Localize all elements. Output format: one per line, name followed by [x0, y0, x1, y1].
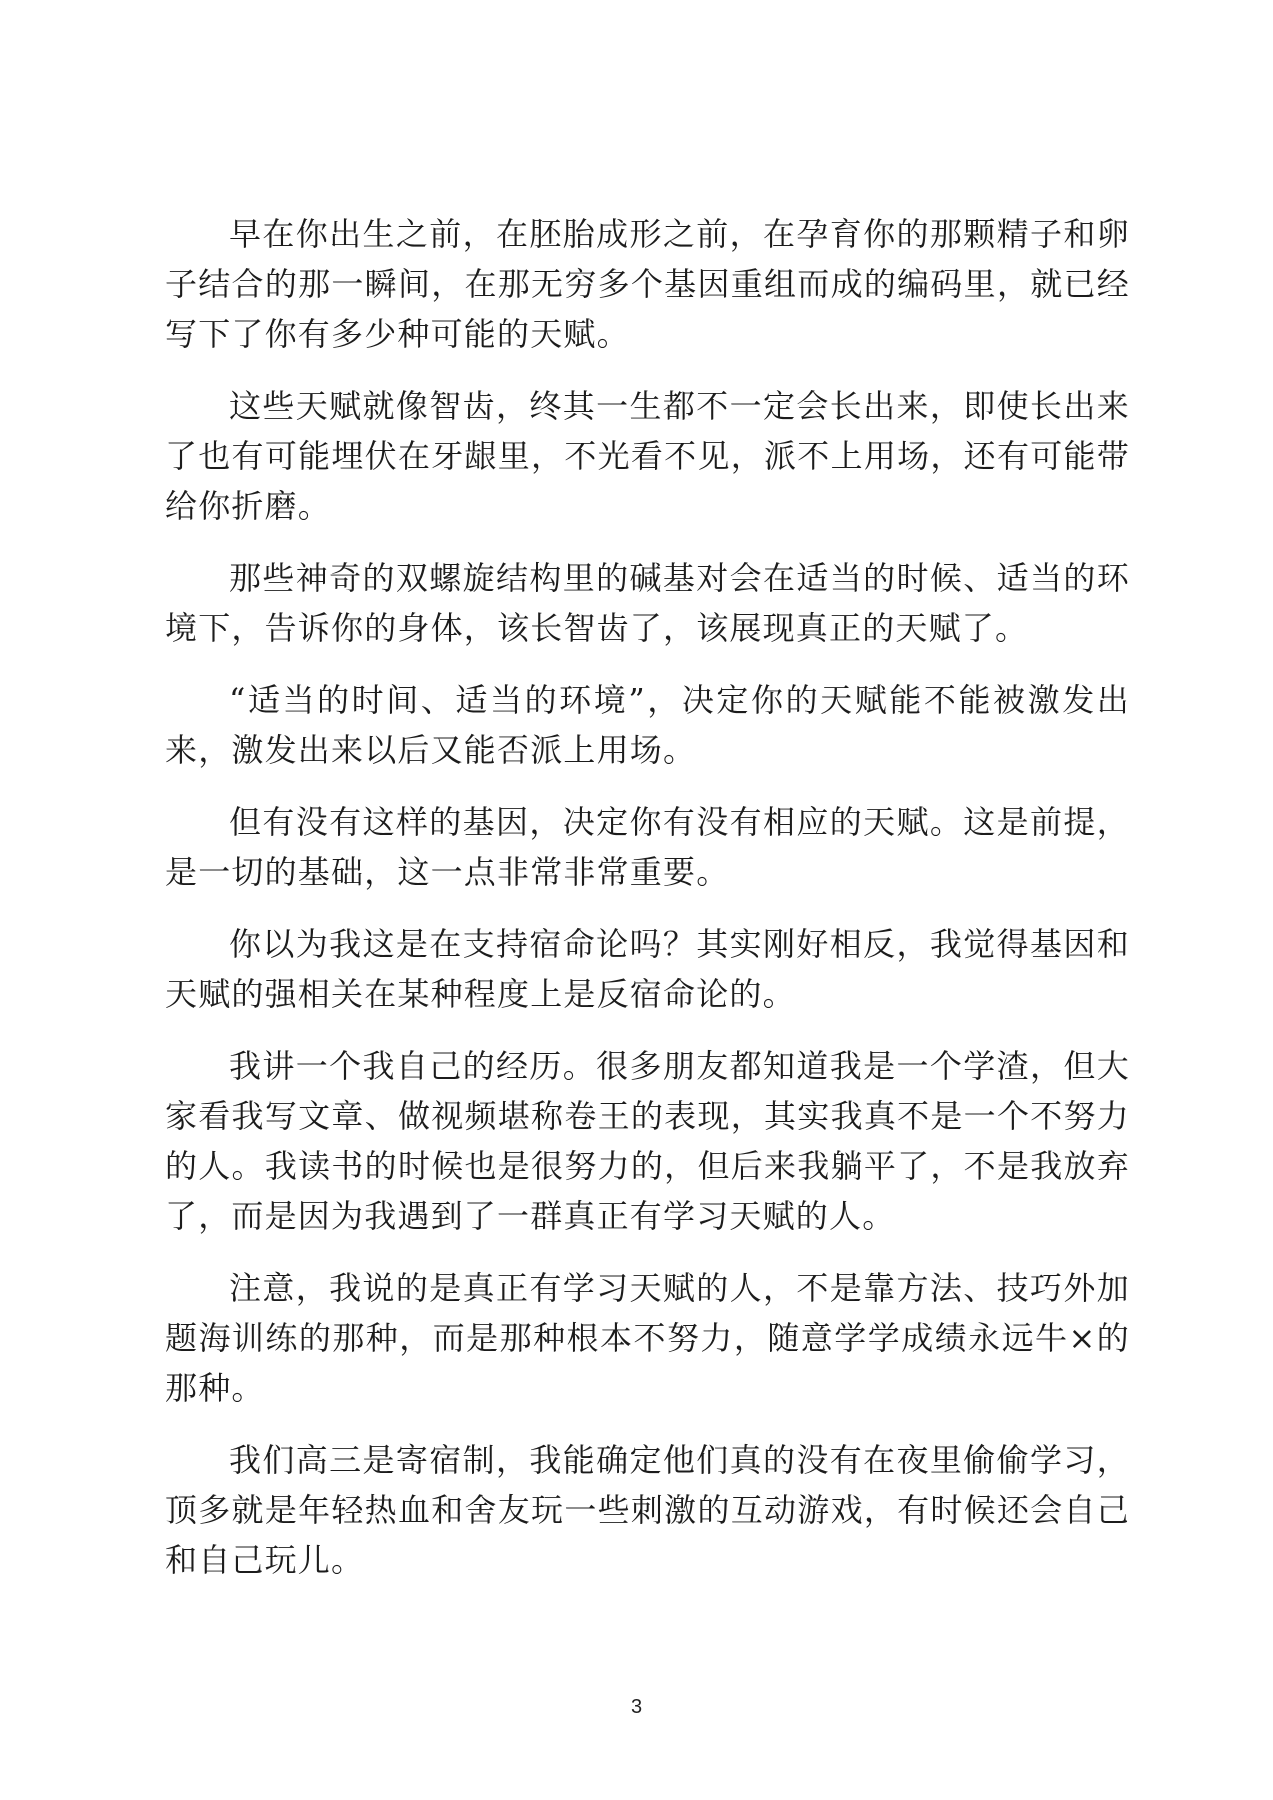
- paragraph: 那些神奇的双螺旋结构里的碱基对会在适当的时候、适当的环境下，告诉你的身体，该长智齿了，该展现真正的天赋了。: [165, 559, 1130, 647]
- paragraph: 注意，我说的是真正有学习天赋的人，不是靠方法、技巧外加题海训练的那种，而是那种根本不努力，随意学学成绩永远牛×的那种。: [165, 1269, 1130, 1407]
- paragraph: 这些天赋就像智齿，终其一生都不一定会长出来，即使长出来了也有可能埋伏在牙龈里，不光看不见，派不上用场，还有可能带给你折磨。: [165, 387, 1130, 525]
- page-number: 3: [630, 1696, 643, 1718]
- paragraph: 但有没有这样的基因，决定你有没有相应的天赋。这是前提，是一切的基础，这一点非常非常重要。: [165, 803, 1130, 891]
- body-text: [165, 209, 1130, 1607]
- paragraph: 早在你出生之前，在胚胎成形之前，在孕育你的那颗精子和卵子结合的那一瞬间，在那无穷多个基因重组而成的编码里，就已经写下了你有多少种可能的天赋。: [165, 215, 1130, 353]
- paragraph: 我讲一个我自己的经历。很多朋友都知道我是一个学渣，但大家看我写文章、做视频堪称卷王的表现，其实我真不是一个不努力的人。我读书的时候也是很努力的，但后来我躺平了，不是我放弃了，而是因为我遇到了一群真正有学习天赋的人。: [165, 1047, 1130, 1235]
- paragraph: “适当的时间、适当的环境”，决定你的天赋能不能被激发出来，激发出来以后又能否派上用场。: [165, 681, 1130, 769]
- paragraph: 我们高三是寄宿制，我能确定他们真的没有在夜里偷偷学习，顶多就是年轻热血和舍友玩一些刺激的互动游戏，有时候还会自己和自己玩儿。: [165, 1441, 1130, 1579]
- paragraph: 你以为我这是在支持宿命论吗？其实刚好相反，我觉得基因和天赋的强相关在某种程度上是反宿命论的。: [165, 925, 1130, 1013]
